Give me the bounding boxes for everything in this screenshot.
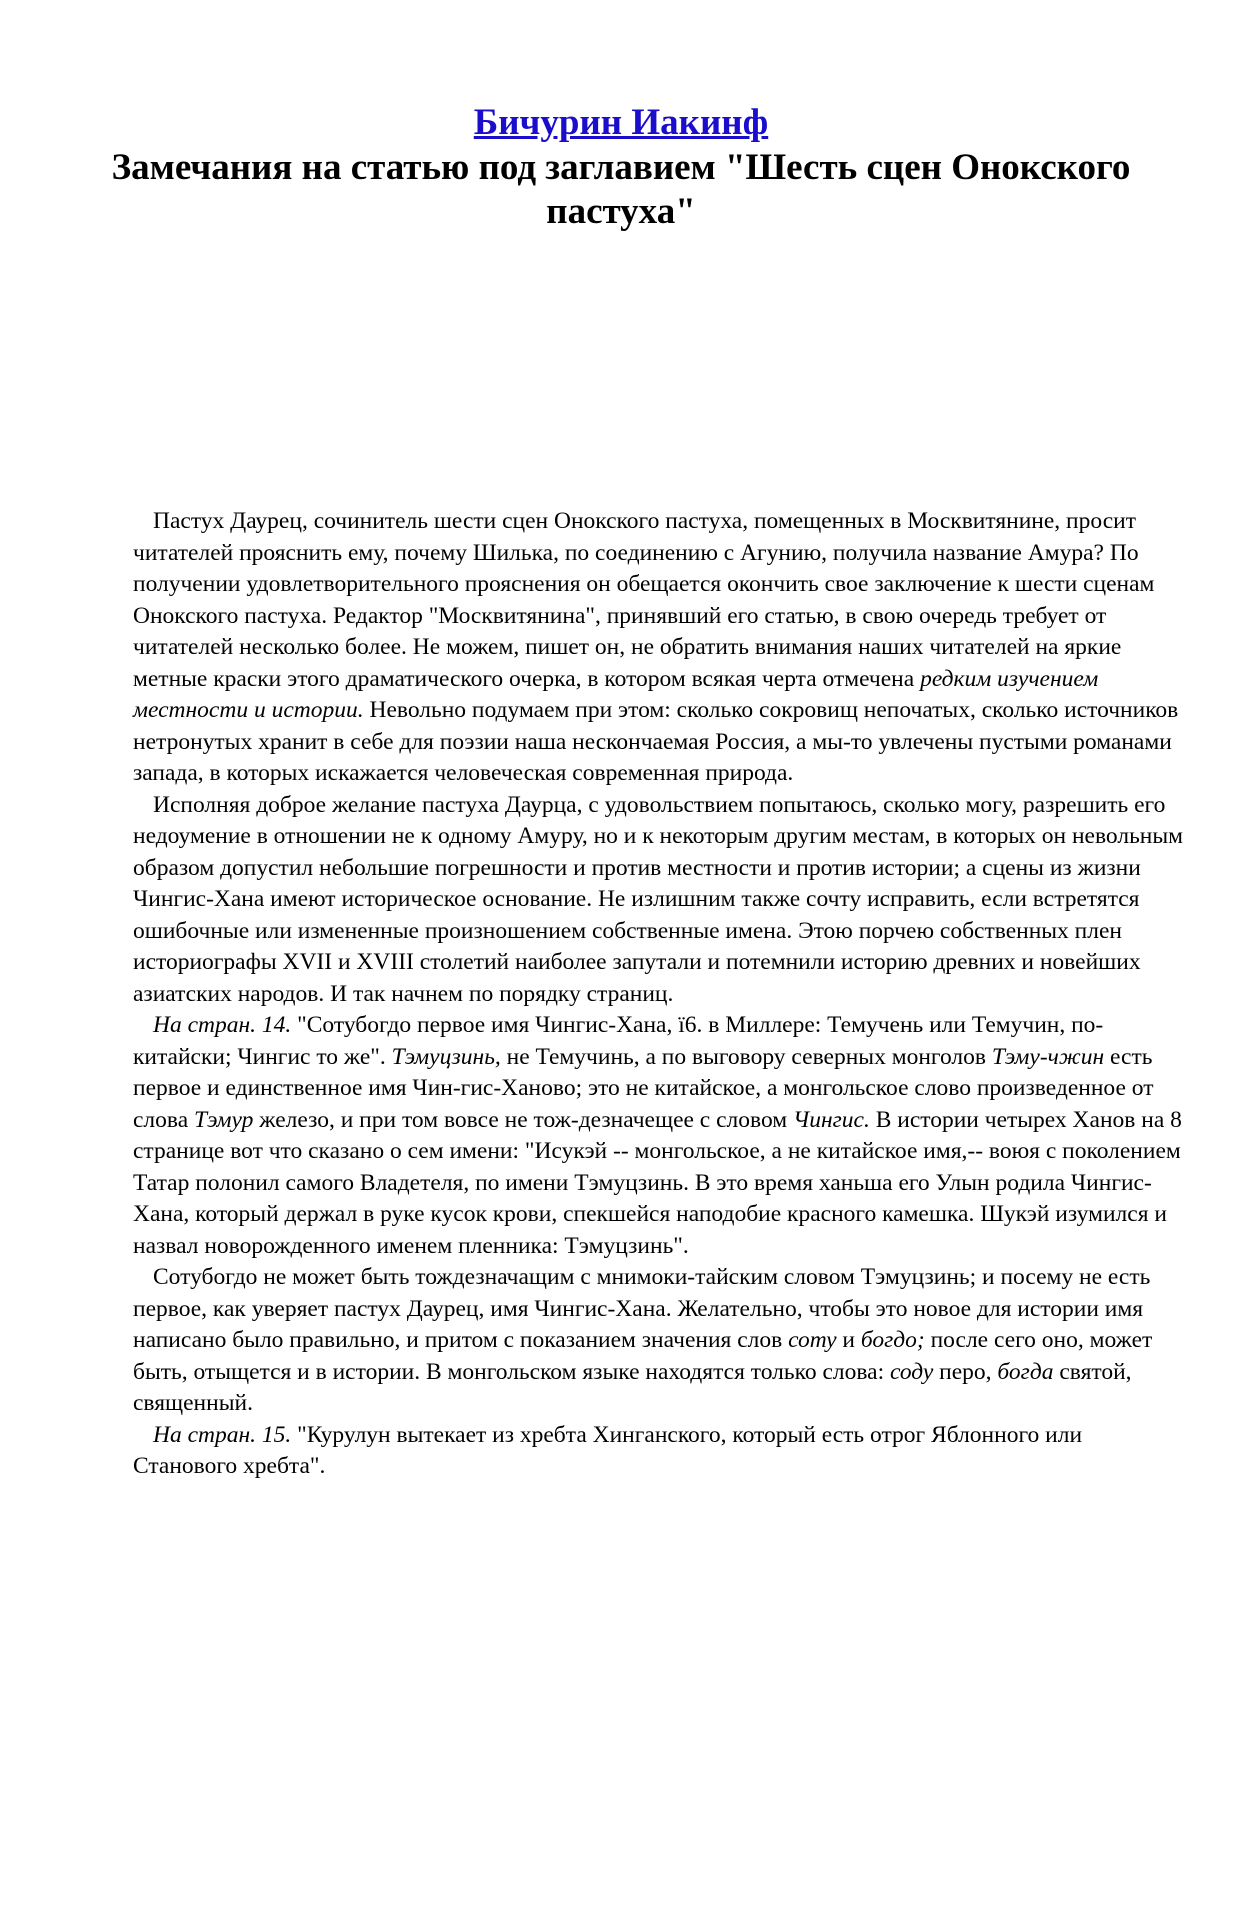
text-segment: и	[836, 1327, 861, 1353]
text-segment: Невольно подумаем при этом: сколько сокровищ непочатых, сколько источников нетронутых хранит в себе для поэзии наша нескончаемая Россия, а мы-то увлечены пустыми романами запада, в которых искажается человеческая современная природа.	[133, 697, 1179, 786]
text-segment: "Сотубогдо первое имя Чингис-Хана, ї6. в Миллере: Темучень или Темучин, по-китайски; Чингис то же".	[133, 1012, 1104, 1070]
paragraph	[133, 1262, 1185, 1420]
text-segment: Исполняя доброе желание пастуха Даурца, с удовольствием попытаюсь, сколько могу, разрешить его недоумение в отношении не к одному Амуру, но и к некоторым другим местам, в которых он невольным образом допустил небольшие погрешности и против местности и против истории; а сцены из жизни Чингис-Хана имеют историческое основание. Не излишним также сочту исправить, если встретятся ошибочные или измененные произношением собственные имена. Этою порчею собственных плен историографы XVII и XVIII столетий наиболее запутали и потемнили историю древних и новейших азиатских народов. И так начнем по порядку страниц.	[133, 791, 1184, 1007]
paragraph	[133, 1420, 1185, 1483]
text-segment: Сотубогдо не может быть тождезначащим с мнимоки-тайским словом Тэмуцзинь; и посему не есть первое, как уверяет пастух Даурец, имя Чингис-Хана. Желательно, чтобы это новое для истории имя написано было правильно, и притом с показанием значения слов	[133, 1264, 1151, 1353]
text-segment: В истории четырех Ханов на 8 странице вот что сказано о сем имени: "Исукэй -- монгольское, а не китайское имя,-- воюя с поколением Татар полонил самого Владетеля, по имени Тэмуцзинь. В это время ханьша его Улын родила Чингис-Хана, который держал в руке кусок крови, спекшейся наподобие красного камешка. Шукэй изумился и назвал новорожденного именем пленника: Тэмуцзинь".	[133, 1106, 1182, 1259]
italic-text: соту	[788, 1327, 837, 1353]
text-segment: "Курулун вытекает из хребта Хинганского, который есть отрог Яблонного или Станового хребта".	[133, 1421, 1083, 1479]
text-segment: не Темучинь, а по выговору северных монголов	[500, 1043, 992, 1070]
italic-text: Тэмуцзинь,	[391, 1043, 501, 1070]
italic-text: богдо;	[860, 1327, 925, 1353]
page-title: Замечания на статью под заглавием "Шесть сцен Онокского пастуха"	[111, 147, 1131, 232]
italic-text: редким изучением местности и истории.	[133, 665, 1099, 723]
paragraph	[133, 1010, 1185, 1262]
document-body	[133, 506, 1185, 1483]
italic-text: На стран. 15.	[153, 1421, 292, 1448]
italic-text: На стран. 14.	[153, 1012, 292, 1038]
italic-text: Тэму-чжин	[991, 1043, 1105, 1070]
italic-text: Чингис.	[793, 1106, 870, 1133]
document-header	[60, 100, 1182, 234]
text-segment: после сего оно, может быть, отыщется и в истории. В монгольском языке находятся только слова:	[133, 1327, 1153, 1385]
italic-text: Тэмур	[194, 1106, 254, 1133]
text-segment: святой, священный.	[133, 1358, 1132, 1416]
italic-text: богда	[997, 1358, 1054, 1385]
italic-text: соду	[889, 1358, 934, 1385]
author-link[interactable]: Бичурин Иакинф	[473, 102, 769, 143]
paragraph	[133, 506, 1185, 790]
text-segment: перо,	[933, 1358, 998, 1385]
text-segment: железо, и при том вовсе не тож-дезначещее с словом	[253, 1106, 793, 1133]
text-segment: есть первое и единственное имя Чин-гис-Ханово; это не китайское, а монгольское слово произведенное от слова	[133, 1043, 1154, 1133]
text-segment: Пастух Даурец, сочинитель шести сцен Онокского пастуха, помещенных в Москвитянине, просит читателей прояснить ему, почему Шилька, по соединению с Агунию, получила название Амура? По получении удовлетворительного прояснения он обещается окончить свое заключение к шести сценам Онокского пастуха. Редактор "Москвитянина", принявший его статью, в свою очередь требует от читателей несколько более. Не можем, пишет он, не обратить внимания наших читателей на яркие метные краски этого драматического очерка, в котором всякая черта отмечена	[133, 508, 1155, 692]
paragraph	[133, 790, 1185, 1011]
